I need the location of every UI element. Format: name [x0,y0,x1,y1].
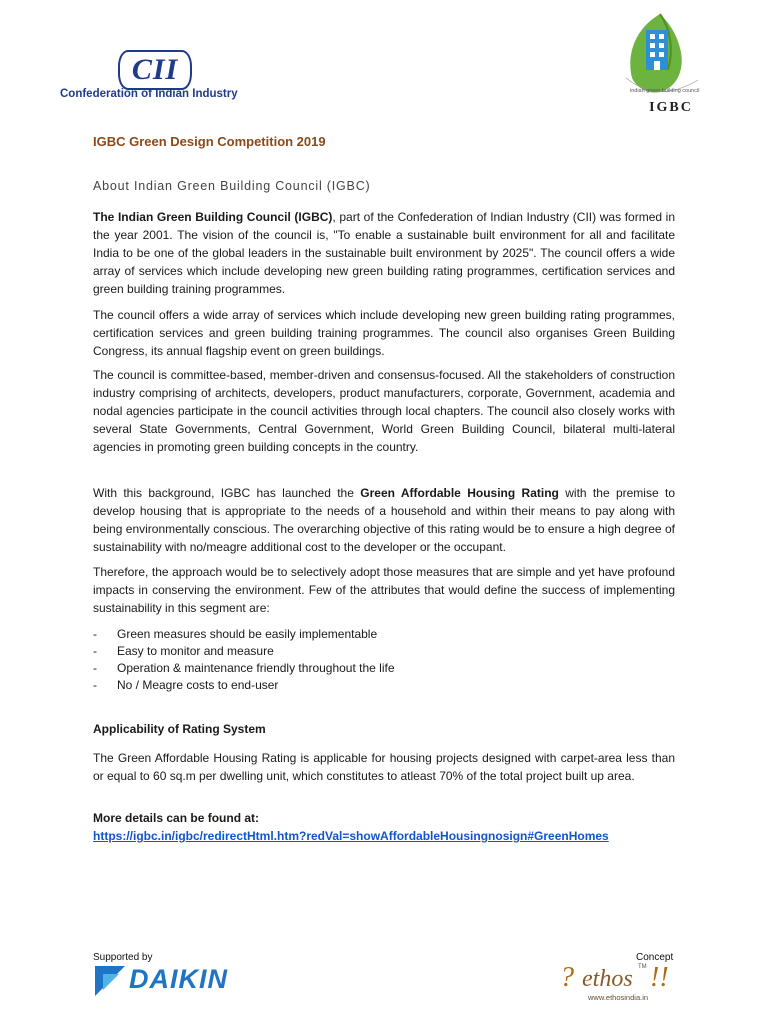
ethos-question-mark: ? [560,962,574,993]
attributes-list [93,626,613,694]
cii-logo [60,50,260,106]
ethos-exclamations: !! [650,962,669,993]
page-title: IGBC Green Design Competition 2019 [93,134,326,149]
ethos-url: www.ethosindia.in [588,993,649,1002]
list-item-text: Green measures should be easily implementable [117,627,378,641]
intro-bold-lead: The Indian Green Building Council (IGBC) [93,210,333,224]
paragraph-applicability [93,749,675,785]
daikin-logo [93,964,258,998]
list-item-text: Easy to monitor and measure [117,644,274,658]
background-text-after: with the premise to develop housing that is appropriate to the needs of a household and within their means to pay along with being environmentally conscious. The overarching objective of this rating would be to ensure a high degree of sustainability with no/meagre additional cost to the developer or the occupant. [93,486,676,554]
igbc-leaf-icon [608,8,718,103]
paragraph-approach [93,563,675,617]
list-item [93,677,613,694]
cii-logo-mark: CII [118,50,192,90]
bullet-dash: - [93,627,97,641]
background-text-before: With this background, IGBC has launched the [93,486,361,500]
list-item-text: No / Meagre costs to end-user [117,678,279,692]
concept-label: Concept [636,952,674,963]
applicability-heading: Applicability of Rating System [93,722,266,736]
supported-by-label: Supported by [93,952,153,963]
applicability-text: The Green Affordable Housing Rating is applicable for housing projects designed with carpet-area less than or equal to 60 sq.m per dwelling unit, which constitutes to atleast 70% of the total project built up area. [93,751,675,783]
services-text: The council offers a wide array of services which include developing new green building rating programmes, certification services and green building training programmes. The council also organises Green Building Congress, its annual flagship event on green buildings. [93,308,675,358]
paragraph-committee [93,366,675,456]
approach-text: Therefore, the approach would be to selectively adopt those measures that are simple and yet have profound impacts in conserving the environment. Few of the attributes that would define the success of implementing sustainability in this segment are: [93,565,675,615]
igbc-logo-text: IGBC [649,100,693,115]
rating-name-bold: Green Affordable Housing Rating [360,486,559,500]
list-item [93,643,613,660]
intro-text: , part of the Confederation of Indian Industry (CII) was formed in the year 2001. The vision of the council is, "To enable a sustainable built environment for all and facilitate India to be one of the global leaders in the sustainable built environment by 2025". The council offers a wide array of services which include developing new green building rating programmes, certification services and green building training programmes. [93,210,675,296]
paragraph-services [93,306,675,360]
igbc-logo [608,8,718,118]
paragraph-intro [93,208,675,298]
daikin-wordmark: DAIKIN [129,964,228,994]
list-item-text: Operation & maintenance friendly throughout the life [117,661,395,675]
igbc-arc-text: indian green building council [630,88,700,94]
cii-subtitle: Confederation of Indian Industry [60,88,238,100]
about-heading: About Indian Green Building Council (IGBC) [93,179,371,193]
bullet-dash: - [93,661,97,675]
details-link[interactable]: https://igbc.in/igbc/redirectHtml.htm?redVal=showAffordableHousingnosign#GreenHomes [93,829,609,843]
daikin-triangle-icon [93,964,127,998]
paragraph-background [93,484,675,556]
ethos-logo [560,962,685,1004]
bullet-dash: - [93,644,97,658]
list-item [93,660,613,677]
ethos-trademark: TM [638,964,647,970]
details-label: More details can be found at: [93,811,260,825]
bullet-dash: - [93,678,97,692]
ethos-wordmark: ethos [582,966,633,992]
list-item [93,626,613,643]
committee-text: The council is committee-based, member-driven and consensus-focused. All the stakeholders of construction industry comprising of architects, developers, product manufacturers, corporate, Government, academia and nodal agencies participate in the council activities through local chapters. The council also closely works with several State Governments, Central Government, World Green Building Council, bilateral multi-lateral agencies in promoting green building concepts in the country. [93,368,675,454]
